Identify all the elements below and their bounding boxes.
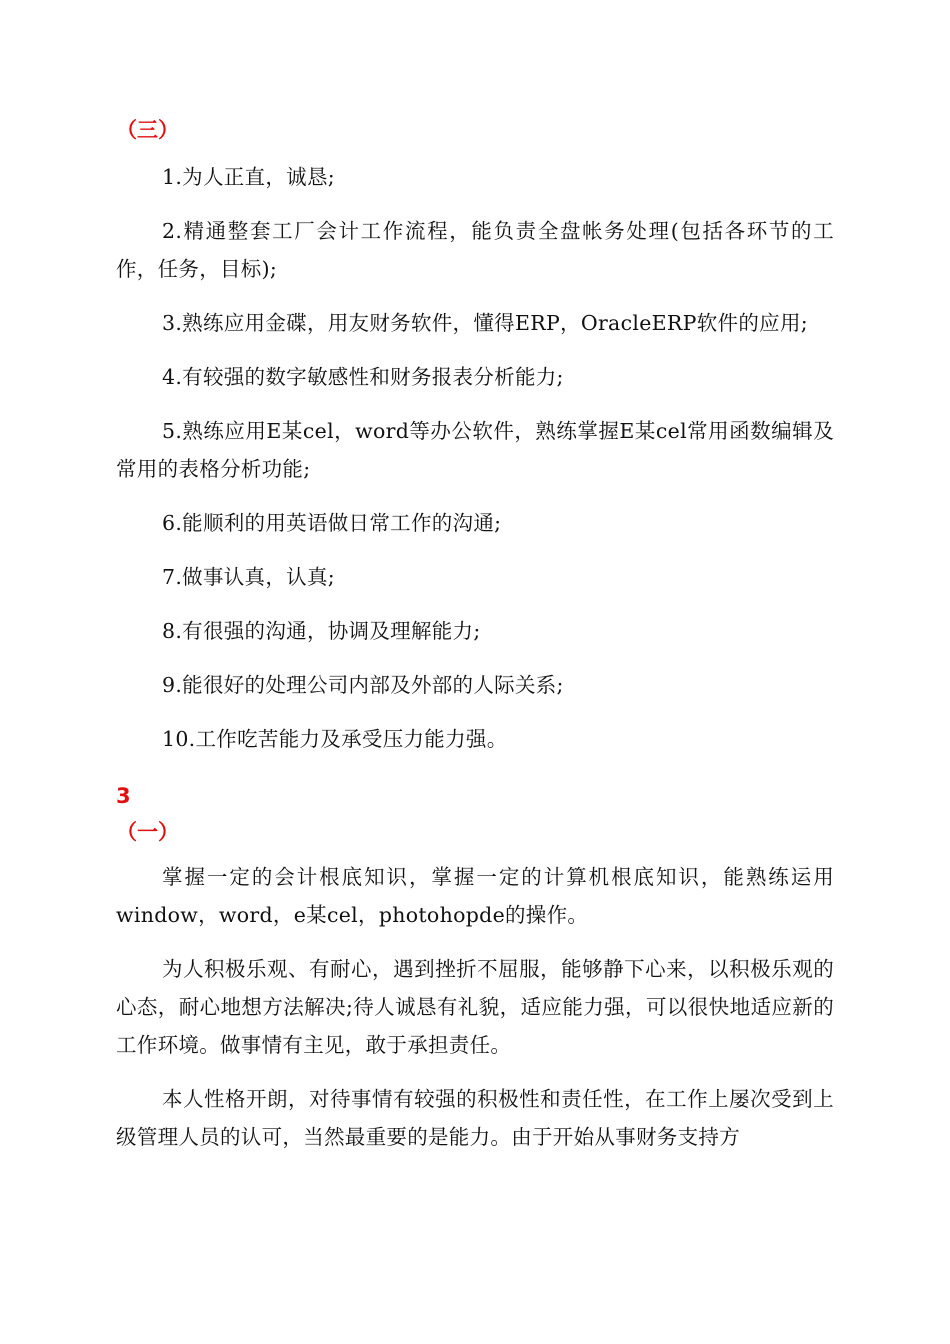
list-item: 6.能顺利的用英语做日常工作的沟通; [162, 511, 502, 535]
section-heading-one: （一） [116, 820, 179, 844]
body-paragraph: 为人积极乐观、有耐心，遇到挫折不屈服，能够静下心来，以积极乐观的心态，耐心地想方法解决;待人诚恳有礼貌，适应能力强，可以很快地适应新的工作环境。做事情有主见，敢于承担责任。 [116, 957, 834, 1057]
body-paragraph: 掌握一定的会计根底知识，掌握一定的计算机根底知识，能熟练运用window，word，e某cel，photohopde的操作。 [116, 865, 834, 927]
list-item: 8.有很强的沟通，协调及理解能力; [162, 619, 481, 643]
list-item: 2.精通整套工厂会计工作流程，能负责全盘帐务处理(包括各环节的工作，任务，目标); [116, 219, 834, 281]
section-heading-three: （三） [116, 118, 179, 142]
list-item: 3.熟练应用金碟，用友财务软件，懂得ERP，OracleERP软件的应用; [162, 311, 808, 335]
section-number: 3 [116, 784, 131, 808]
list-item: 9.能很好的处理公司内部及外部的人际关系; [162, 673, 564, 697]
list-item: 1.为人正直，诚恳; [162, 165, 335, 189]
list-item: 4.有较强的数字敏感性和财务报表分析能力; [162, 365, 564, 389]
body-paragraph: 本人性格开朗，对待事情有较强的积极性和责任性，在工作上屡次受到上级管理人员的认可，当然最重要的是能力。由于开始从事财务支持方 [116, 1087, 834, 1149]
list-item: 7.做事认真，认真; [162, 565, 335, 589]
list-item: 5.熟练应用E某cel，word等办公软件，熟练掌握E某cel常用函数编辑及常用的表格分析功能; [116, 419, 834, 481]
list-item: 10.工作吃苦能力及承受压力能力强。 [162, 727, 508, 751]
